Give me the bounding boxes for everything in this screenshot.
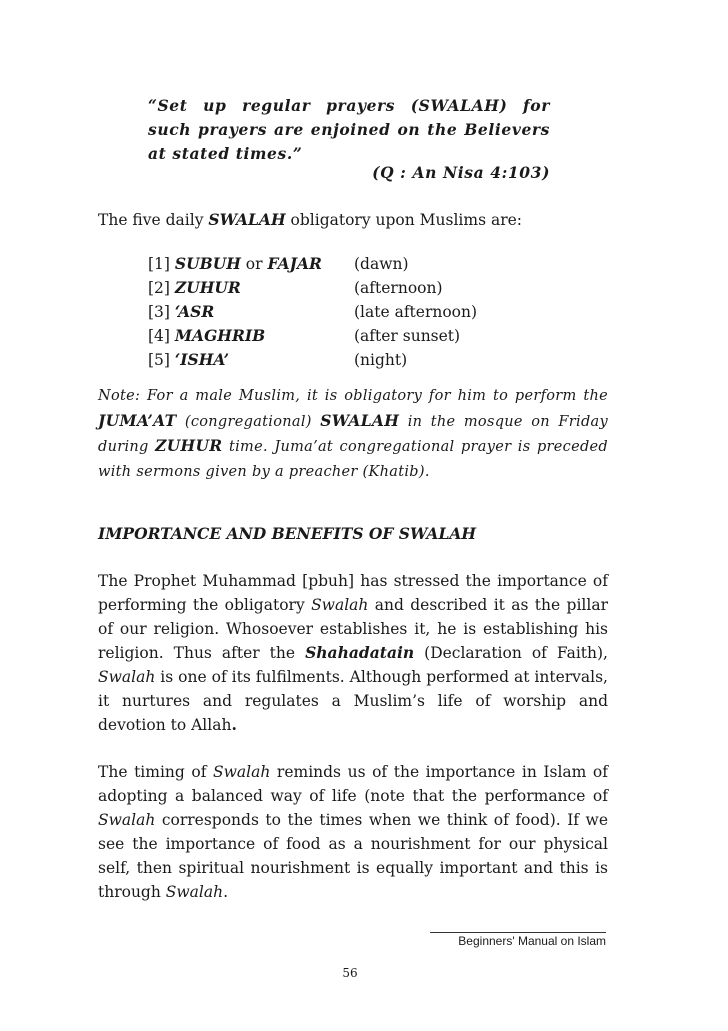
prayer-item	[148, 300, 608, 324]
prayer-time: (night)	[354, 351, 408, 369]
prayer-title: ‘ASR	[174, 302, 215, 321]
term-swalah: Swalah	[98, 668, 156, 686]
body-paragraph-importance	[98, 569, 608, 737]
prayer-time: (afternoon)	[354, 279, 443, 297]
paragraph-text: reminds us of the importance in Islam of adopting a balanced way of life (note that the performance of	[98, 763, 609, 805]
quran-quote: “Set up regular prayers (SWALAH) for such prayers are enjoined on the Believers at stated times.”	[148, 96, 550, 163]
term-swalah: Swalah	[213, 763, 271, 781]
term-swalah: Swalah	[98, 811, 156, 829]
prayer-name	[148, 324, 265, 348]
prayer-time: (after sunset)	[354, 327, 461, 345]
prayer-item	[148, 324, 608, 348]
note-term-swalah: SWALAH	[320, 410, 400, 430]
paragraph-text: The timing of	[98, 763, 214, 781]
prayer-name	[148, 276, 241, 300]
note-text: (congregational)	[176, 413, 321, 430]
section-heading: IMPORTANCE AND BENEFITS OF SWALAH	[98, 524, 477, 543]
running-footer-title: Beginners' Manual on Islam	[430, 932, 606, 948]
paragraph-text: and described it as the pillar of our religion. Whosoever establishes it, he is establishing his religion. Thus after the	[98, 596, 608, 662]
paragraph-text: (Declaration of Faith),	[414, 644, 608, 662]
prayer-number: [5]	[148, 351, 175, 369]
friday-prayer-note	[98, 384, 608, 484]
term-shahadatain: Shahadatain	[305, 643, 415, 662]
prayer-number: [4]	[148, 327, 175, 345]
prayer-name	[148, 348, 229, 372]
note-term-jumaat: JUMA’AT	[98, 410, 177, 430]
paragraph-end-period: .	[231, 715, 237, 734]
prayer-item	[148, 348, 608, 372]
note-text: time. Juma’at congregational prayer is preceded with sermons given by a preacher (Khatib).	[98, 439, 608, 480]
intro-term-swalah: SWALAH	[208, 210, 286, 229]
prayer-item	[148, 276, 608, 300]
paragraph-text: is one of its fulfilments. Although performed at intervals, it nurtures and regulates a Muslim’s life of worship and devotion to Allah	[98, 668, 608, 734]
note-term-zuhur: ZUHUR	[155, 436, 223, 455]
term-swalah: Swalah	[311, 596, 369, 614]
prayer-name	[148, 252, 322, 276]
quote-reference: (Q : An Nisa 4:103)	[372, 163, 550, 182]
intro-text-after: obligatory upon Muslims are:	[285, 211, 523, 229]
prayer-list	[148, 252, 608, 372]
prayer-name	[148, 300, 214, 324]
page-number: 56	[342, 966, 358, 980]
prayer-item	[148, 252, 608, 276]
prayer-time: (late afternoon)	[354, 303, 478, 321]
prayer-title: ‘ISHA’	[174, 350, 229, 369]
term-swalah: Swalah	[165, 883, 224, 901]
intro-text-before: The five daily	[98, 211, 209, 229]
note-text: Note: For a male Muslim, it is obligatory for him to perform the	[98, 388, 608, 404]
paragraph-text: The Prophet Muhammad [pbuh] has stressed the importance of performing the obligatory	[98, 572, 608, 614]
prayer-time: (dawn)	[354, 255, 409, 273]
body-paragraph-timing	[98, 760, 608, 904]
paragraph-text: .	[223, 883, 229, 901]
prayer-title: ZUHUR	[174, 278, 241, 297]
prayer-alt-title: FAJAR	[267, 254, 322, 273]
paragraph-text: corresponds to the times when we think of food). If we see the importance of food as a nourishment for our physical self, then spiritual nourishment is equally important and this is through	[98, 811, 608, 901]
prayer-title: SUBUH	[174, 254, 241, 273]
prayers-intro	[98, 208, 608, 232]
prayer-title: MAGHRIB	[174, 326, 266, 345]
note-text: in the mosque on Friday during	[98, 413, 608, 455]
prayer-connector: or	[240, 255, 268, 273]
prayer-number: [1]	[148, 255, 175, 273]
prayer-number: [2]	[148, 279, 175, 297]
prayer-number: [3]	[148, 303, 175, 321]
